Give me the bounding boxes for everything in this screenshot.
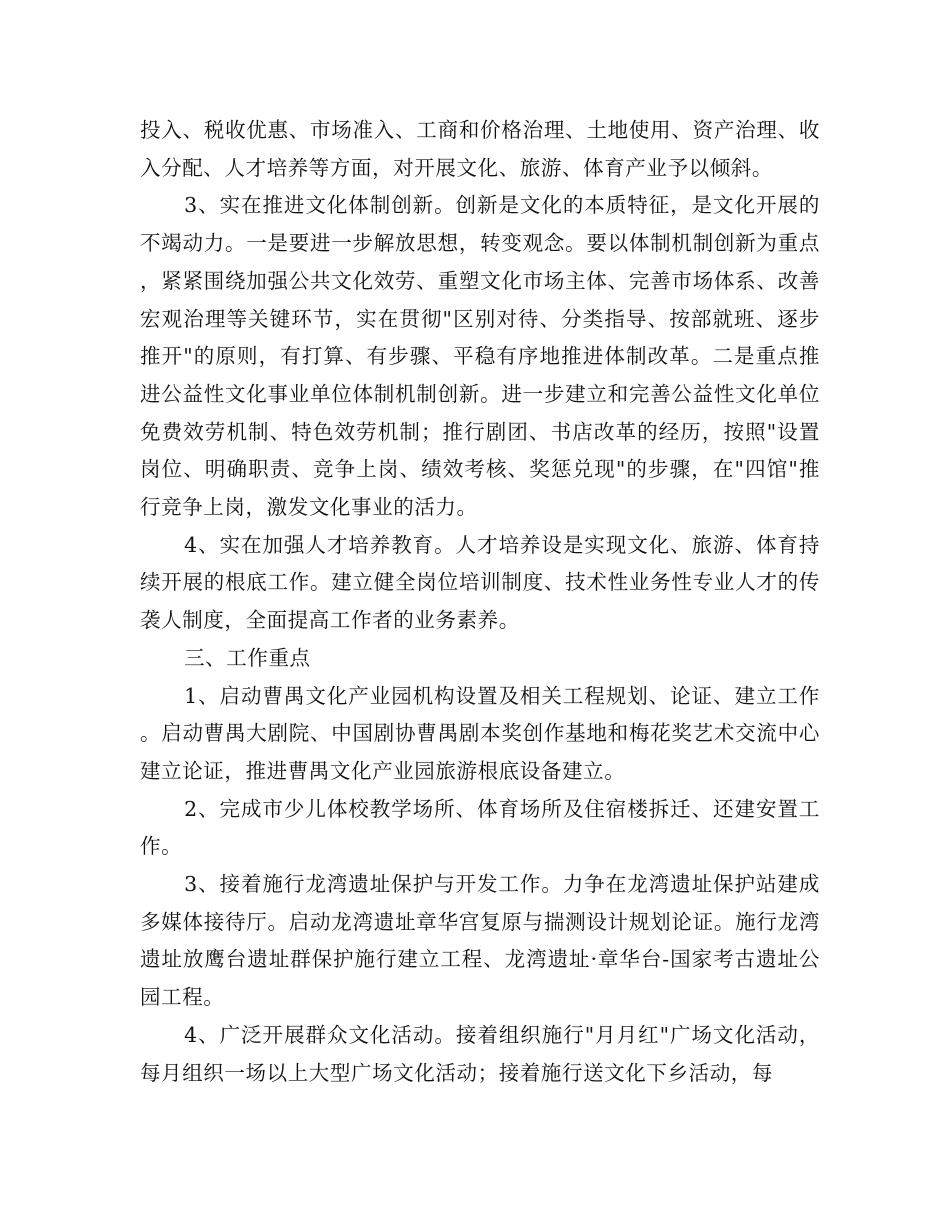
section-heading-work-focus: 三、工作重点: [184, 645, 311, 670]
paragraph-focus-2-sports-school: 2、完成市少儿体校教学场所、体育场所及住宿楼拆迁、还建安置工作。: [140, 796, 820, 859]
document-page: [140, 112, 820, 1092]
paragraph-item-4-talent-training: 4、实在加强人才培养教育。人才培养设是实现文化、旅游、体育持续开展的根底工作。建立健全岗位培训制度、技术性业务性专业人才的传袭人制度，全面提高工作者的业务素养。: [140, 532, 820, 633]
paragraph-focus-1-cao-yu-park: 1、启动曹禺文化产业园机构设置及相关工程规划、论证、建立工作。启动曹禺大剧院、中国剧协曹禺剧本奖创作基地和梅花奖艺术交流中心建立论证，推进曹禺文化产业园旅游根底设备建立。: [140, 683, 820, 783]
paragraph-focus-3-longwan-site: 3、接着施行龙湾遗址保护与开发工作。力争在龙湾遗址保护站建成多媒体接待厅。启动龙湾遗址章华宫复原与揣测设计规划论证。施行龙湾遗址放鹰台遗址群保护施行建立工程、龙湾遗址·章华台-国家考古遗址公园工程。: [140, 872, 820, 1010]
paragraph-focus-4-mass-culture: 4、广泛开展群众文化活动。接着组织施行"月月红"广场文化活动，每月组织一场以上大型广场文化活动；接着施行送文化下乡活动，每: [140, 1022, 820, 1085]
paragraph-item-3-cultural-system-innovation: 3、实在推进文化体制创新。创新是文化的本质特征，是文化开展的不竭动力。一是要进一步解放思想，转变观念。要以体制机制创新为重点，紧紧围绕加强公共文化效劳、重塑文化市场主体、完善市场体系、改善宏观治理等关键环节，实在贯彻"区别对待、分类指导、按部就班、逐步推开"的原则，有打算、有步骤、平稳有序地推进体制改革。二是重点推进公益性文化事业单位体制机制创新。进一步建立和完善公益性文化单位免费效劳机制、特色效劳机制；推行剧团、书店改革的经历，按照"设置岗位、明确职责、竞争上岗、绩效考核、奖惩兑现"的步骤，在"四馆"推行竞争上岗，激发文化事业的活力。: [140, 193, 820, 520]
paragraph-continuation: 投入、税收优惠、市场准入、工商和价格治理、土地使用、资产治理、收入分配、人才培养等方面，对开展文化、旅游、体育产业予以倾斜。: [140, 118, 820, 180]
